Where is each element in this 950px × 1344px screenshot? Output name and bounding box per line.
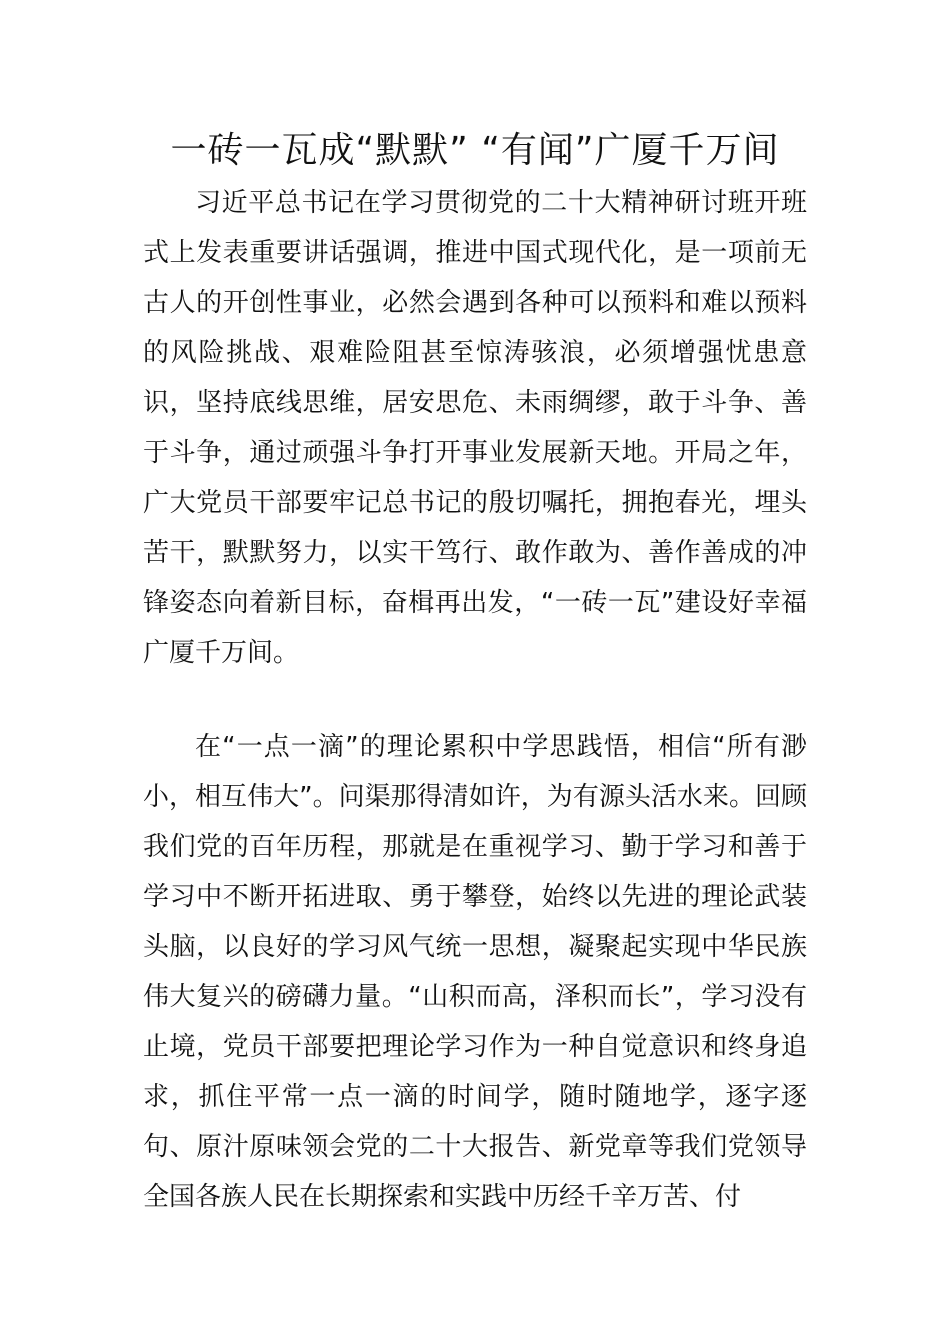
paragraph-2: 在“一点一滴”的理论累积中学思践悟，相信“所有渺小，相互伟大”。问渠那得清如许，为有源头活水来。回顾我们党的百年历程，那就是在重视学习、勤于学习和善于学习中不断开拓进取、勇于攀登，始终以先进的理论武装头脑，以良好的学习风气统一思想，凝聚起实现中华民族伟大复兴的磅礴力量。“山积而高，泽积而长”，学习没有止境，党员干部要把理论学习作为一种自觉意识和终身追求，抓住平常一点一滴的时间学，随时随地学，逐字逐句、原汁原味领会党的二十大报告、新党章等我们党领导全国各族人民在长期探索和实践中历经千辛万苦、付 (143, 732, 807, 1212)
document-title: 一砖一瓦成“默默” “有闻”广厦千万间 (170, 130, 780, 171)
paragraph-1: 习近平总书记在学习贯彻党的二十大精神研讨班开班式上发表重要讲话强调，推进中国式现代化，是一项前无古人的开创性事业，必然会遇到各种可以预料和难以预料的风险挑战、艰难险阻甚至惊涛骇浪，必须增强忧患意识，坚持底线思维，居安思危、未雨绸缪，敢于斗争、善于斗争，通过顽强斗争打开事业发展新天地。开局之年，广大党员干部要牢记总书记的殷切嘱托，拥抱春光，埋头苦干，默默努力，以实干笃行、敢作敢为、善作善成的冲锋姿态向着新目标，奋楫再出发，“一砖一瓦”建设好幸福广厦千万间。 (143, 188, 807, 668)
